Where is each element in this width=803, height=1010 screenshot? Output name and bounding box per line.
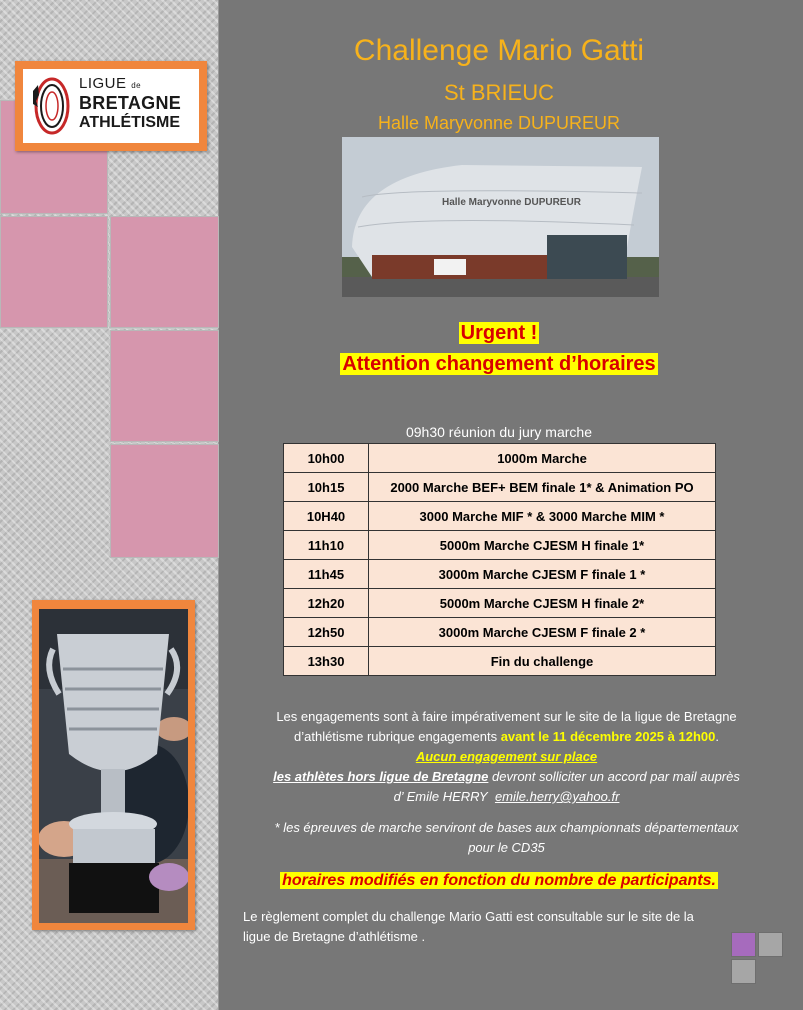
time-cell: 10H40	[284, 502, 369, 531]
urgent-alert	[219, 322, 779, 345]
pink-tile	[110, 330, 219, 442]
decorative-sidebar	[0, 0, 219, 1010]
footnote-line1: * les épreuves de marche serviront de bases aux championnats départementaux	[274, 820, 739, 835]
league-logo	[15, 61, 207, 151]
building-sign: Halle Maryvonne DUPUREUR	[442, 197, 581, 208]
event-cell: 1000m Marche	[369, 444, 716, 473]
event-cell: 3000 Marche MIF * & 3000 Marche MIM *	[369, 502, 716, 531]
time-cell: 11h10	[284, 531, 369, 560]
time-cell: 10h15	[284, 473, 369, 502]
logo-line1-small: de	[131, 81, 142, 90]
registration-info	[234, 707, 779, 807]
pink-tile	[110, 216, 219, 328]
registration-line2-end: .	[715, 729, 719, 744]
outside-athletes-label: les athlètes hors ligue de Bretagne	[273, 769, 489, 784]
track-runner-icon	[25, 69, 75, 143]
schedule-change-alert	[219, 353, 779, 376]
event-cell: Fin du challenge	[369, 647, 716, 676]
event-cell: 3000m Marche CJESM F finale 2 *	[369, 618, 716, 647]
schedule-table	[283, 443, 716, 676]
rules-info	[243, 907, 763, 947]
logo-line1: LIGUE	[79, 75, 127, 92]
time-cell: 11h45	[284, 560, 369, 589]
pink-tile	[0, 216, 108, 328]
event-cell: 5000m Marche CJESM H finale 2*	[369, 589, 716, 618]
contact-name: d’ Emile HERRY	[393, 789, 488, 804]
table-row	[284, 473, 716, 502]
time-cell: 12h50	[284, 618, 369, 647]
time-cell: 13h30	[284, 647, 369, 676]
rules-line1: Le règlement complet du challenge Mario Gatti est consultable sur le site de la	[243, 909, 694, 924]
rules-line2: ligue de Bretagne d’athlétisme .	[243, 929, 426, 944]
jury-meeting: 09h30 réunion du jury marche	[405, 424, 592, 440]
trophy-photo	[39, 609, 188, 923]
main-panel	[219, 0, 803, 1010]
table-row	[284, 618, 716, 647]
corner-square	[731, 959, 756, 984]
logo-line3: ATHLÉTISME	[79, 114, 181, 131]
no-onsite-registration: Aucun engagement sur place	[415, 749, 598, 764]
table-row	[284, 502, 716, 531]
participants-notice	[219, 872, 779, 890]
city-name: St BRIEUC	[443, 80, 555, 105]
corner-square	[731, 932, 756, 957]
hall-photo	[342, 137, 659, 297]
footnote	[234, 818, 779, 858]
table-row	[284, 444, 716, 473]
participants-notice-text: horaires modifiés en fonction du nombre de participants.	[282, 872, 716, 889]
venue-name: Halle Maryvonne DUPUREUR	[377, 113, 621, 133]
time-cell: 12h20	[284, 589, 369, 618]
table-row	[284, 531, 716, 560]
schedule-change-text: Attention changement d’horaires	[342, 353, 656, 375]
footnote-line2: pour le CD35	[468, 840, 545, 855]
urgent-text: Urgent !	[460, 322, 538, 344]
outside-athletes-text: devront solliciter un accord par mail auprès	[492, 769, 740, 784]
page-title: Challenge Mario Gatti	[353, 34, 645, 67]
table-row	[284, 647, 716, 676]
registration-line2: d’athlétisme rubrique engagements	[294, 729, 498, 744]
event-cell: 3000m Marche CJESM F finale 1 *	[369, 560, 716, 589]
registration-line1: Les engagements sont à faire impérativement sur le site de la ligue de Bretagne	[276, 709, 737, 724]
table-row	[284, 560, 716, 589]
registration-deadline: avant le 11 décembre 2025 à 12h00	[500, 729, 716, 744]
pink-tile	[110, 444, 219, 558]
table-row	[284, 589, 716, 618]
corner-square	[758, 932, 783, 957]
event-cell: 2000 Marche BEF+ BEM finale 1* & Animation PO	[369, 473, 716, 502]
event-cell: 5000m Marche CJESM H finale 1*	[369, 531, 716, 560]
contact-email-link[interactable]: emile.herry@yahoo.fr	[494, 789, 620, 804]
logo-line2: BRETAGNE	[79, 93, 182, 113]
trophy-photo-frame	[32, 600, 195, 930]
time-cell: 10h00	[284, 444, 369, 473]
